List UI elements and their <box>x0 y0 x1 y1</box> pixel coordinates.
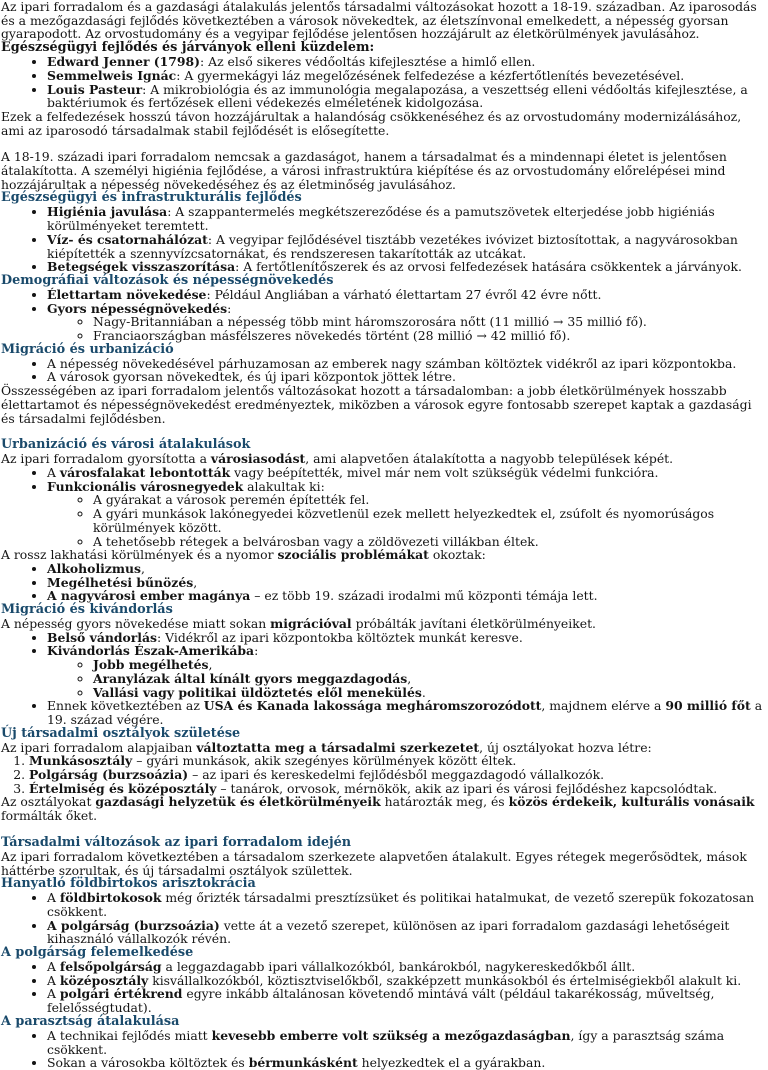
text-run-bold: Polgárság (burzsoázia) <box>29 767 189 783</box>
text-run: határozták meg, és <box>380 794 509 810</box>
list-item <box>47 55 764 69</box>
text-run: , így a parasztság száma csökkent. <box>47 1027 725 1057</box>
text-run-bold: városfalakat lebontották <box>59 464 231 480</box>
text-run: , <box>193 574 198 590</box>
list-item <box>47 589 764 603</box>
new-classes-intro <box>1 741 764 755</box>
text-run: , új osztályokat hozva létre: <box>479 739 652 755</box>
text-run: . <box>421 684 426 700</box>
list-item <box>47 83 764 110</box>
text-run-bold: gazdasági helyzetük és életkörülményeik <box>95 794 381 810</box>
text-run-bold: A polgárság (burzsoázia) <box>47 917 220 933</box>
heading-health-infrastructure: Egészségügyi és infrastrukturális fejlődés <box>1 190 302 206</box>
list-item <box>47 891 764 918</box>
list-item-bold: Élettartam növekedése <box>47 286 207 302</box>
social-problems-intro <box>1 548 764 562</box>
list-item <box>47 69 764 83</box>
text-run-bold: Vallási vagy politikai üldöztetés elől menekülés <box>93 684 422 700</box>
urbanization-list <box>1 466 764 548</box>
sublist-item: ◦ Nagy-Britanniában a népesség több mint háromszorosára nőtt (11 millió → 35 millió fő). <box>93 315 764 329</box>
sublist-item <box>93 672 764 686</box>
classes-ordered-list <box>1 754 764 795</box>
list-item <box>29 782 764 796</box>
list-item <box>47 562 764 576</box>
text-run: – az ipari és kereskedelmi fejlődésből meggazdagodó vállalkozók. <box>188 767 605 783</box>
list-item-bold: Víz- és csatornahálózat <box>47 231 208 247</box>
text-run-bold: USA és Kanada lakossága megháromszorozódott <box>203 698 542 714</box>
social-problems-list <box>1 562 764 603</box>
text-run: A technikai fejlődés miatt <box>47 1027 212 1043</box>
text-run: A <box>47 890 60 906</box>
heading-peasantry: A parasztság átalakulása <box>1 1013 180 1029</box>
list-item <box>47 576 764 590</box>
population-sublist <box>47 315 764 342</box>
list-item <box>29 768 764 782</box>
list-item-bold: Betegségek visszaszorítása <box>47 259 236 275</box>
heading-demographics: Demográfiai változások és népességnövekedés <box>1 272 334 288</box>
list-item-bold: Louis Pasteur <box>47 81 143 97</box>
health-pioneers-list <box>1 55 764 110</box>
text-run-bold: közös érdekeik, kulturális vonásaik <box>508 794 755 810</box>
text-run-bold: Kivándorlás Észak-Amerikába <box>47 643 255 659</box>
list-item-text: : A fertőtlenítőszerek és az orvosi felfedezések hatására csökkentek a járványok. <box>235 259 742 275</box>
heading-urbanization: Urbanizáció és városi átalakulások <box>1 437 251 453</box>
second-intro-paragraph: A 18-19. századi ipari forradalom nemcsak a gazdaságot, hanem a társadalmat és a mindennapi életet is jelentősen átalakította. A személyi higiénia fejlődése, a városi infrastruktúra kiépítése és az orvostudomány előrelépései mind hozzájárultak a népesség növekedéséhez és az életminőség javulásához. <box>1 149 727 192</box>
text-run-bold: polgári értékrend <box>59 986 183 1002</box>
text-run: okoztak: <box>428 547 486 563</box>
text-run: vagy beépítették, mivel már nem volt szükségük védelmi funkcióra. <box>230 464 659 480</box>
list-item <box>47 699 764 726</box>
text-run: , <box>208 657 213 673</box>
heading-text: Egészségügyi fejlődés és járványok elleni küzdelem: <box>1 40 375 56</box>
text-run: – tanárok, orvosok, mérnökök, akik az ipari és városi fejlődéshez kapcsolódtak. <box>216 780 718 796</box>
text-run: a leggazdagabb ipari vállalkozókból, bankárokból, nagykereskedőkből állt. <box>161 959 636 975</box>
text-run: Ennek következtében az <box>47 698 204 714</box>
text-run: helyezkedtek el a gyárakban. <box>357 1055 546 1070</box>
text-run: – ez több 19. századi irodalmi mű központi témája lett. <box>250 588 598 604</box>
list-item: • A népesség növekedésével párhuzamosan az emberek nagy számban költöztek vidékről az ipari központokba. <box>47 357 764 371</box>
list-item <box>47 1056 764 1070</box>
text-run: Az ipari forradalom alapjaiban <box>1 739 197 755</box>
sublist-item: ◦ A tehetősebb rétegek a belvárosban vagy a zöldövezeti villákban éltek. <box>93 535 764 549</box>
urbanization-intro <box>1 452 764 466</box>
list-item-text: : A szappantermelés megkétszereződése és a pamutszövetek elterjedése jobb higiéniás körülményeket teremtett. <box>47 204 715 234</box>
bourgeoisie-list <box>1 960 764 1015</box>
text-run: egyre inkább általánosan követendő mintává vált (például takarékosság, műveltség, felelősségtudat). <box>47 986 715 1016</box>
social-changes-paragraph: Az ipari forradalom következtében a társadalom szerkezete alapvetően átalakult. Egyes rétegek megerősödtek, mások háttérbe szorultak, és új társadalmi osztályok születtek. <box>1 848 747 878</box>
heading-migration-urbanization: Migráció és urbanizáció <box>1 341 174 357</box>
list-item <box>47 974 764 988</box>
text-run: formálták őket. <box>1 808 98 824</box>
text-run: A <box>47 959 60 975</box>
text-run: A <box>47 464 60 480</box>
heading-aristocracy: Hanyatló földbirtokos arisztokrácia <box>1 876 256 892</box>
list-item-text: : A vegyipar fejlődésével tisztább vezetékes ivóvizet biztosítottak, a nagyvárosokban kiépítették a szennyvízcsatornákat, és rendszeresen takarították az utcákat. <box>47 231 738 261</box>
list-item <box>29 754 764 768</box>
peasantry-list <box>1 1029 764 1070</box>
list-item <box>47 960 764 974</box>
emigration-list <box>1 631 764 727</box>
text-run: : <box>254 643 259 659</box>
list-item-bold: Edward Jenner (1798) <box>47 54 201 70</box>
text-run: : Vidékről az ipari központokba költöztek munkát keresve. <box>157 629 523 645</box>
list-item <box>47 288 764 302</box>
list-item <box>47 302 764 343</box>
heading-social-changes: Társadalmi változások az ipari forradalom idején <box>1 834 352 850</box>
text-run-bold: Jobb megélhetés <box>93 657 209 673</box>
list-item-bold: Semmelweis Ignác <box>47 67 177 83</box>
text-run-bold: Munkásosztály <box>29 753 133 769</box>
text-run: , <box>407 670 412 686</box>
text-run: kisvállalkozókból, köztisztviselőkből, szakképzett munkásokból és értelmiségiekből alakult ki. <box>148 972 742 988</box>
text-run-bold: Értelmiség és középosztály <box>29 780 217 796</box>
list-item <box>47 631 764 645</box>
list-item <box>47 1029 764 1056</box>
list-item-bold: Gyors népességnövekedés <box>47 300 228 316</box>
text-run-bold: középosztály <box>59 972 149 988</box>
text-run: a 19. század végére. <box>47 698 763 727</box>
list-item <box>47 205 764 232</box>
text-run-bold: Funkcionális városnegyedek <box>47 478 244 494</box>
sublist-item <box>93 686 764 700</box>
text-run-bold: kevesebb emberre volt szükség a mezőgazdaságban <box>211 1027 571 1043</box>
list-item <box>47 919 764 946</box>
text-run: Sokan a városokba költöztek és <box>47 1055 249 1070</box>
districts-sublist <box>47 493 764 548</box>
text-run: A rossz lakhatási körülmények és a nyomor <box>1 547 278 563</box>
list-item <box>47 466 764 480</box>
text-run-bold: bérmunkásként <box>248 1055 358 1070</box>
text-run: , <box>141 560 145 576</box>
text-run: még őrizték társadalmi presztízsüket és politikai hatalmukat, de vezető szerepük fokozatosan csökkent. <box>47 890 755 919</box>
text-run: A népesség gyors növekedése miatt sokan <box>1 616 271 632</box>
list-item-text: : <box>227 300 232 316</box>
demographics-list <box>1 288 764 343</box>
text-run-bold: szociális problémákat <box>277 547 429 563</box>
list-item-text: : Az első sikeres védőoltás kifejlesztése a himlő ellen. <box>200 54 536 70</box>
heading-health-epidemics <box>1 41 764 55</box>
sublist-item: ◦ Franciaországban másfélszeres növekedés történt (28 millió → 42 millió fő). <box>93 329 764 343</box>
list-item-text: : A gyermekágyi láz megelőzésének felfedezése a kézfertőtlenítés bevezetésével. <box>176 67 685 83</box>
text-run-bold: változtatta meg a társadalmi szerkezetet <box>196 739 480 755</box>
text-run: vette át a vezető szerepet, különösen az ipari forradalom gazdasági lehetőségeit kihasználó vállalkozók révén. <box>47 917 730 947</box>
heading-migration-emigration: Migráció és kivándorlás <box>1 602 173 618</box>
list-item <box>47 644 764 699</box>
heading-new-classes: Új társadalmi osztályok születése <box>1 725 241 741</box>
text-run-bold: Aranylázak által kínált gyors meggazdagodás <box>93 670 408 686</box>
infrastructure-list <box>1 205 764 274</box>
list-item <box>47 987 764 1014</box>
text-run-bold: városiasodást <box>210 451 306 467</box>
list-item-text: : A mikrobiológia és az immunológia megalapozása, a veszettség elleni védőoltás kifejlesztése, a baktériumok és fertőzések elleni védekezés elméletének kidolgozása. <box>47 81 748 111</box>
aristocracy-list <box>1 891 764 946</box>
classes-outro <box>1 795 764 822</box>
text-run-bold: migrációval <box>270 616 352 632</box>
text-run: alakultak ki: <box>243 478 325 494</box>
text-run: , majdnem elérve a <box>541 698 666 714</box>
text-run: próbálták javítani életkörülményeiket. <box>351 616 596 632</box>
intro-paragraph: Az ipari forradalom és a gazdasági átalakulás jelentős társadalmi változásokat hozott a 18-19. században. Az iparosodás és a mezőgazdasági fejlődés következtében a városok növekedtek, az életszínvonal emelkedett, a népesség gyorsan gyarapodott. Az orvostudomány és a vegyipar fejlődése jelentősen hozzájárult az életkörülmények javulásához. <box>1 0 757 42</box>
text-run-bold: földbirtokosok <box>59 890 162 906</box>
list-item <box>47 480 764 549</box>
list-item <box>47 260 764 274</box>
list-item-bold: Higiénia javulása <box>47 204 168 220</box>
list-item: • A városok gyorsan növekedtek, és új ipari központok jöttek létre. <box>47 370 764 384</box>
text-run: – gyári munkások, akik szegényes körülmények között éltek. <box>132 753 517 769</box>
text-run: Az ipari forradalom gyorsította a <box>1 451 211 467</box>
text-run-bold: A nagyvárosi ember magánya <box>47 588 251 604</box>
summary-paragraph: Összességében az ipari forradalom jelentős változásokat hozott a társadalomban: a jobb életkörülmények hosszabb élettartamot és népességnövekedést eredményeztek, miközben a városok egyre fontosabb szerepet kaptak a gazdasági és társadalmi fejlődésben. <box>1 383 752 426</box>
text-run-bold: Megélhetési bűnözés <box>47 574 194 590</box>
text-run: A <box>47 972 60 988</box>
text-run-bold: Alkoholizmus <box>47 560 141 576</box>
text-run: , ami alapvetően átalakította a nagyobb települések képét. <box>305 451 674 467</box>
emigration-reasons-sublist <box>47 658 764 699</box>
text-run-bold: felsőpolgárság <box>59 959 162 975</box>
sublist-item <box>93 658 764 672</box>
text-run: Az osztályokat <box>1 794 96 810</box>
list-item-text: : Például Angliában a várható élettartam 27 évről 42 évre nőtt. <box>206 286 602 302</box>
text-run-bold: Belső vándorlás <box>47 629 158 645</box>
migration-list <box>1 357 764 384</box>
sublist-item: ◦ A gyári munkások lakónegyedei közvetlenül ezek mellett helyezkedtek el, zsúfolt és nyomorúságos körülmények között. <box>93 507 764 534</box>
list-item <box>47 233 764 260</box>
sublist-item: ◦ A gyárakat a városok peremén építették fel. <box>93 493 764 507</box>
heading-bourgeoisie: A polgárság felemelkedése <box>1 945 194 961</box>
text-run: A <box>47 986 60 1002</box>
health-outro-paragraph: Ezek a felfedezések hosszú távon hozzájárultak a halandóság csökkenéséhez és az orvostudomány modernizálásához, ami az iparosodó társadalmak stabil fejlődését is elősegítette. <box>1 108 742 138</box>
text-run-bold: 90 millió főt <box>665 698 751 714</box>
migration-intro <box>1 617 764 631</box>
